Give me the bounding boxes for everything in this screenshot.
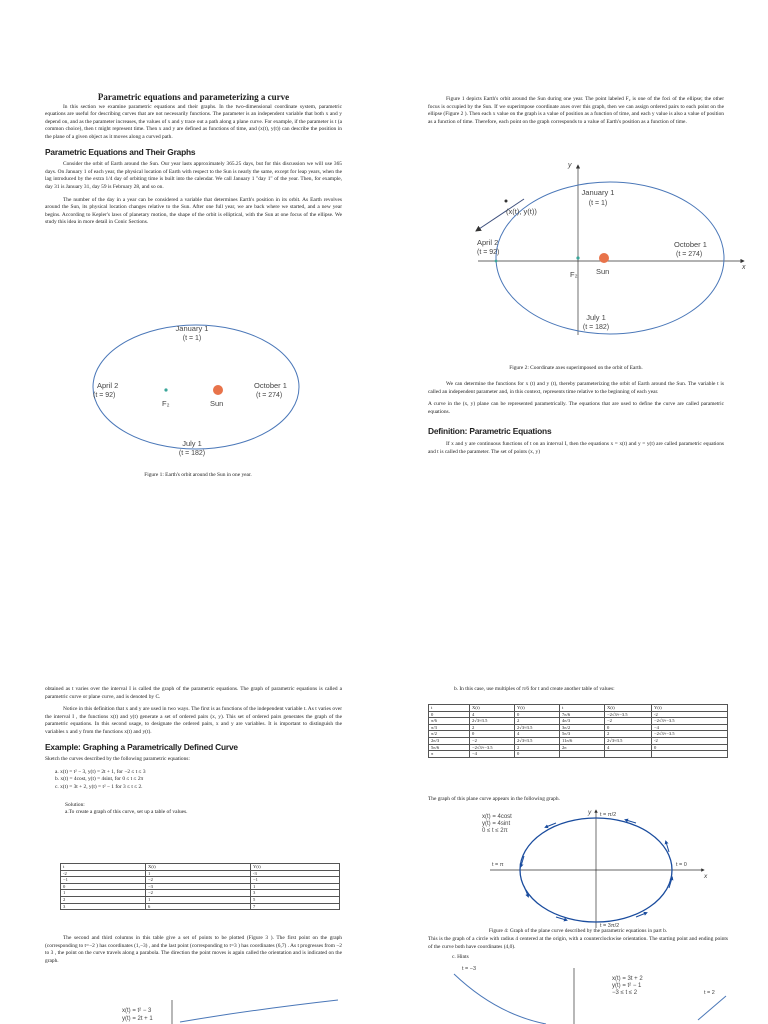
- table-cell: π/6: [429, 718, 470, 725]
- table-cell: Y(t): [251, 864, 340, 871]
- fig1-oct-t: (t = 274): [256, 392, 283, 399]
- table-row: [61, 903, 340, 910]
- table-cell: π/2: [429, 731, 470, 738]
- table-row: [61, 890, 340, 897]
- table-cell: −4: [652, 724, 728, 731]
- fig5-t-end: t = 2: [704, 990, 715, 996]
- table-row: [429, 724, 728, 731]
- table-cell: 3: [251, 890, 340, 897]
- fig2-jul-label: July 1: [586, 313, 606, 322]
- table-b: [428, 704, 728, 758]
- notice-paragraph: Notice in this definition that x and y are used in two ways. The first is as functions of the independent variable t. As t varies over the interval I , the functions x(t) and y(t) generate a set of ordered pairs (x, y). This set of ordered pairs generates the graph of the parametric equations. In this second usage, to designate the ordered pairs, x and y are variables. It is important to distinguish the variables x and y from the functions x(t) and y(t).: [45, 706, 342, 735]
- fig2-sun-icon: [599, 253, 609, 263]
- table-cell: 0: [605, 724, 652, 731]
- table-cell: 1: [251, 883, 340, 890]
- fig3-eq-y: y(t) = 2t + 1: [122, 1016, 153, 1022]
- fig1-jul-label: July 1: [182, 439, 202, 448]
- after-table-paragraph: The second and third columns in this table give a set of points to be plotted (Figure 3 ). The first point on the graph (corresponding to t=−2 ) has coordinates (1,−3) , and the last point (corresponding to t=3 ) has coordinates (6,7) . As t progresses from −2 to 3 , the point on the curve travels along a parabola. The direction the point moves is again called the orientation and is indicated on the graph.: [45, 935, 342, 964]
- fig2-apr-dot: [495, 260, 498, 263]
- table-cell: X(t): [146, 864, 251, 871]
- fig5-t-start: t = −3: [462, 966, 477, 972]
- table-cell: 4: [515, 731, 560, 738]
- fig5-eq-x: x(t) = 3t + 2: [612, 976, 643, 982]
- table-cell: π: [429, 751, 470, 758]
- table-cell: −1: [61, 877, 146, 884]
- table-cell: −2: [605, 718, 652, 725]
- fig2-point-label: (x(t), y(t)): [506, 207, 537, 216]
- fig2-point-dot: [505, 200, 508, 203]
- fig5-eq-range: −3 ≤ t ≤ 2: [612, 990, 638, 996]
- solution-a-text: a.To create a graph of this curve, set up a table of values.: [65, 809, 188, 816]
- table-cell: 2: [515, 718, 560, 725]
- fig5-eq-y: y(t) = t² − 1: [612, 983, 642, 989]
- table-row: [61, 883, 340, 890]
- table-cell: 1: [146, 870, 251, 877]
- table-b-header: [429, 705, 728, 712]
- table-cell: −2√3≈−3.5: [652, 718, 728, 725]
- table-cell: 1: [61, 890, 146, 897]
- table-cell: 0: [515, 711, 560, 718]
- table-row: [429, 751, 728, 758]
- table-cell: [560, 751, 605, 758]
- table-cell: 6: [146, 903, 251, 910]
- table-cell: 2√3≈3.5: [515, 724, 560, 731]
- table-cell: 3: [61, 903, 146, 910]
- fig4-eq-x: x(t) = 4cost: [482, 814, 512, 820]
- table-a-header: [61, 864, 340, 871]
- fig2-x-label: x: [742, 264, 746, 271]
- bottom-left-column: [45, 686, 342, 817]
- table-cell: -2: [652, 711, 728, 718]
- example-item-b: b. x(t) = 4cost, y(t) = 4sint, for 0 ≤ t ≤ 2π: [55, 776, 144, 783]
- fig5-curve: [454, 974, 546, 1024]
- table-row: [429, 711, 728, 718]
- table-cell: −2√3≈−3.5: [605, 711, 652, 718]
- definition-paragraph: If x and y are continuous functions of t on an interval I, then the equations x = x(t) and y = y(t) are called parametric equations and t is called the parameter. The set of points (x, y): [428, 440, 724, 455]
- example-item-a: a. x(t) = t² − 3, y(t) = 2t + 1, for −2 ≤ t ≤ 3: [55, 768, 146, 775]
- table-cell: 2: [470, 724, 515, 731]
- fig1-jan-t: (t = 1): [182, 335, 202, 342]
- fig2-apr-label: April 2: [477, 238, 499, 247]
- example-heading: Example: Graphing a Parametrically Defined Curve: [45, 741, 238, 752]
- figure-5-partial: [436, 964, 732, 1024]
- fig4-x-label: x: [704, 873, 708, 880]
- table-cell: 2π/3: [429, 737, 470, 744]
- figure-1-description: Figure 1 depicts Earth's orbit around the Sun during one year. The point labeled F₂ is one of the foci of the ellipse; the other focus is occupied by the Sun. If we superimpose coordinate axes over this graph, then we can assign ordered pairs to each point on the ellipse (Figure 2 ). Then each x value on the graph is a value of position as a function of time, and each y value is also a value of position as a function of time. Therefore, each point on the graph corresponds to a value of Earth's position as a function of time.: [428, 96, 724, 125]
- table-cell: 2: [515, 744, 560, 751]
- table-cell: 5π/6: [429, 744, 470, 751]
- table-cell: [652, 751, 728, 758]
- fig2-f2-label: F₂: [570, 270, 578, 279]
- fig2-apr-t: (t = 92): [477, 249, 500, 256]
- fig4-eq-y: y(t) = 4sint: [482, 821, 511, 827]
- table-row: [61, 877, 340, 884]
- example-item-c: c. x(t) = 3t + 2, y(t) = t² − 1 for 3 ≤ t ≤ 2.: [55, 783, 143, 790]
- figure-2-caption: Figure 2: Coordinate axes superimposed on the orbit of Earth.: [509, 365, 643, 371]
- table-cell: 7π/6: [560, 711, 605, 718]
- table-cell: 2π: [560, 744, 605, 751]
- fig2-jan-label: January 1: [581, 188, 615, 197]
- solution-label: Solution:: [65, 801, 85, 808]
- table-cell: 5π/3: [560, 731, 605, 738]
- table-cell: 2: [61, 896, 146, 903]
- parameterizing-paragraph: We can determine the functions for x (t) and y (t), thereby parameterizing the orbit of Earth around the Sun. The variable t is called an independent parameter and, in this context, represents time relative to the beginning of each year.: [428, 381, 724, 395]
- fig4-y-label: y: [588, 809, 592, 816]
- figure-3-partial: [110, 998, 342, 1024]
- fig1-apr-t: (t = 92): [93, 392, 116, 399]
- table-cell: 3π/2: [560, 724, 605, 731]
- table-cell: 0: [470, 731, 515, 738]
- table-row: [429, 718, 728, 725]
- table-cell: π/3: [429, 724, 470, 731]
- table-cell: 4π/3: [560, 718, 605, 725]
- fig2-focus-f2-dot: [576, 256, 579, 259]
- fig5-curve-right: [698, 996, 726, 1020]
- fig4-t-zero: t = 0: [676, 862, 687, 868]
- top-right-column-lower: [428, 381, 724, 461]
- position-paragraph: The number of the day in a year can be considered a variable that determines Earth's position in its orbit. As Earth revolves around the Sun, its physical location changes relative to the Sun. After one full year, we are back where we started, and a new year begins. According to Kepler's laws of planetary motion, the shape of the orbit is elliptical, with the Sun at one focus of the ellipse. We study this idea in more detail in Conic Sections.: [45, 196, 342, 226]
- figure-1-caption: Figure 1: Earth's orbit around the Sun in one year.: [144, 472, 252, 478]
- fig2-sun-label: Sun: [596, 267, 610, 276]
- fig3-curve: [180, 1000, 338, 1022]
- table-cell: X(t): [470, 705, 515, 712]
- fig2-jul-t: (t = 182): [582, 324, 610, 331]
- table-cell: −2: [146, 890, 251, 897]
- table-cell: -2: [61, 870, 146, 877]
- fig2-oct-t: (t = 274): [676, 251, 703, 258]
- table-cell: t: [560, 705, 605, 712]
- table-cell: -2: [652, 737, 728, 744]
- table-row: [429, 731, 728, 738]
- fig2-oct-label: October 1: [674, 240, 707, 249]
- table-cell: 2√3≈3.5: [515, 737, 560, 744]
- section-heading: Parametric Equations and Their Graphs: [45, 146, 196, 157]
- intro-paragraph: In this section we examine parametric equations and their graphs. In the two-dimensional coordinate system, parametric equations are useful for describing curves that are not necessarily functions. The parameter is an independent variable that both x and y depend on, and as the parameter increases, the values of x and y trace out a path along a plane curve. For example, if the parameter is t (a common choice), then t might represent time. Then x and y are defined as functions of time, and (x(t), y(t)) can describe the position in the plane of a given object as it moves along a curved path.: [45, 103, 342, 140]
- fig1-f2-label: F₂: [162, 399, 170, 408]
- table-cell: 7: [251, 903, 340, 910]
- table-cell: Y(t): [515, 705, 560, 712]
- table-cell: 0: [429, 711, 470, 718]
- table-cell: -3: [251, 870, 340, 877]
- table-cell: 2√3≈3.5: [605, 737, 652, 744]
- top-left-column: [45, 94, 342, 232]
- figure-4-description: This is the graph of a circle with radius 4 centered at the origin, with a counterclockwise orientation. The starting point and ending points of the curve both have coordinates (4,0).: [428, 936, 728, 950]
- table-cell: 0: [515, 751, 560, 758]
- table-cell: −2√3≈−3.5: [470, 744, 515, 751]
- fig1-oct-label: October 1: [254, 381, 287, 390]
- table-cell: 5: [251, 896, 340, 903]
- table-cell: [605, 751, 652, 758]
- fig2-orbit-ellipse: [496, 182, 724, 334]
- table-cell: 2√3≈3.5: [470, 718, 515, 725]
- fig4-eq-range: 0 ≤ t ≤ 2π: [482, 828, 508, 834]
- table-row: [61, 870, 340, 877]
- sketch-instruction: Sketch the curves described by the following parametric equations:: [45, 756, 190, 763]
- figure-4-circle: [476, 806, 716, 930]
- table-cell: Y(t): [652, 705, 728, 712]
- graph-b-intro: The graph of this plane curve appears in the following graph.: [428, 796, 560, 802]
- table-row: [429, 744, 728, 751]
- figure-1-orbit: [84, 312, 312, 462]
- curve-paragraph: A curve in the (x, y) plane can be represented parametrically. The equations that are used to define the curve are called parametric equations.: [428, 401, 724, 415]
- table-cell: 11π/6: [560, 737, 605, 744]
- figure-4-caption: Figure 4: Graph of the plane curve described by the parametric equations in part b.: [488, 928, 668, 934]
- table-row: [429, 737, 728, 744]
- focus-f2-dot: [164, 388, 167, 391]
- table-cell: −1: [251, 877, 340, 884]
- fig3-eq-x: x(t) = t² − 3: [122, 1008, 152, 1014]
- page-bottom: [0, 512, 768, 1024]
- table-cell: t: [429, 705, 470, 712]
- orbit-paragraph: Consider the orbit of Earth around the Sun. Our year lasts approximately 365.25 days, but for this discussion we will use 365 days. On January 1 of each year, the physical location of Earth with respect to the Sun is nearly the same, except for leap years, when the lag introduced by the extra 1/4 day of orbiting time is built into the calendar. We call January 1 "day 1" of the year. Then, for example, day 31 is January 31, day 59 is February 28, and so on.: [45, 161, 342, 190]
- part-c-hint: c. Hints: [452, 954, 469, 960]
- table-cell: −2√3≈−3.5: [652, 731, 728, 738]
- table-cell: −2: [146, 877, 251, 884]
- table-cell: 2: [605, 731, 652, 738]
- figure-2-orbit-axes: [470, 157, 750, 337]
- top-right-column-upper: [428, 96, 724, 131]
- page-title: Parametric equations and parameterizing a curve: [97, 92, 290, 102]
- table-cell: t: [61, 864, 146, 871]
- table-cell: −4: [470, 751, 515, 758]
- table-a: [60, 863, 340, 910]
- fig1-apr-label: April 2: [97, 381, 119, 390]
- table-cell: −2: [470, 737, 515, 744]
- fig2-y-label: y: [568, 162, 572, 169]
- fig1-jul-t: (t = 182): [178, 450, 206, 457]
- table-cell: 4: [605, 744, 652, 751]
- definition-heading: Definition: Parametric Equations: [428, 426, 552, 437]
- definition-continuation: obtained as t varies over the interval I is called the graph of the parametric equations. The graph of parametric equations is called a parametric curve or plane curve, and is denoted by C.: [45, 686, 342, 700]
- fig4-t-half: t = π/2: [600, 812, 617, 818]
- sun-icon: [213, 385, 223, 395]
- part-b-intro: b. In this case, use multiples of π/6 for t and create another table of values:: [454, 686, 615, 692]
- table-cell: X(t): [605, 705, 652, 712]
- table-row: [61, 896, 340, 903]
- fig1-jan-label: January 1: [175, 324, 209, 333]
- fig2-jan-t: (t = 1): [588, 200, 608, 207]
- fig1-sun-label: Sun: [210, 399, 224, 408]
- table-cell: 0: [652, 744, 728, 751]
- table-cell: 4: [470, 711, 515, 718]
- fig4-t-pi: t = π: [492, 862, 504, 868]
- table-cell: 1: [146, 896, 251, 903]
- table-cell: −3: [146, 883, 251, 890]
- table-cell: 0: [61, 883, 146, 890]
- fig4-t-3half: t = 3π/2: [600, 923, 620, 929]
